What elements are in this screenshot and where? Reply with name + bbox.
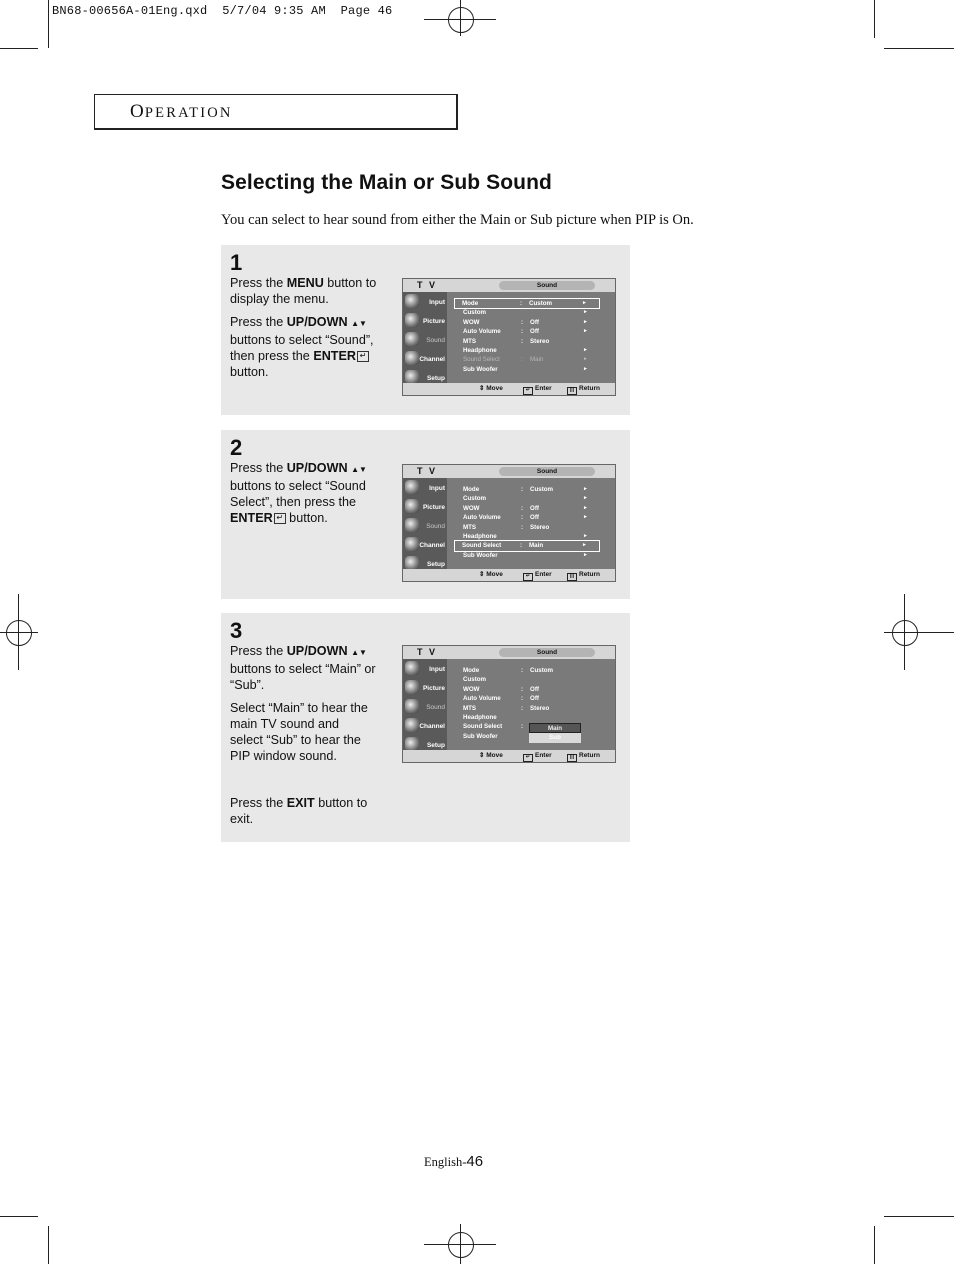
- menu-header: Sound: [536, 282, 558, 289]
- picture-icon: [405, 680, 419, 694]
- setup-icon: [405, 737, 419, 751]
- step-3-panel: [221, 613, 630, 842]
- setup-icon: [405, 370, 419, 384]
- step-number: 1: [230, 250, 243, 275]
- menu-row-headphone: Headphone ►: [463, 533, 588, 540]
- menu-row-mts: MTS : Stereo: [463, 704, 550, 712]
- intro-text: You can select to hear sound from either the Main or Sub picture when PIP is On.: [221, 212, 694, 228]
- menu-row-mode: Mode : Custom ►: [455, 299, 599, 308]
- step-number: 2: [230, 435, 243, 460]
- step-instructions: Press the UP/DOWN ▲▼ buttons to select “Sound Select”, then press the ENTER ↵ button.: [230, 461, 367, 525]
- step-2-panel: [221, 430, 630, 599]
- input-icon: [405, 661, 419, 675]
- tv-menu-screenshot: T V Sound Input Picture Sound Channel Setup Mode : Custom ► Custom ► WOW : Off ► Auto Volume : Off ► MTS : Stereo Headphone ► Sound Select : Main ► Sub Woofer ► ⇕ Move ↵ Enter ||| Return: [402, 278, 616, 396]
- enter-icon: ↵: [523, 754, 533, 762]
- picture-icon: [405, 499, 419, 513]
- move-icon: ⇕: [479, 385, 485, 392]
- move-icon: ⇕: [479, 752, 485, 759]
- menu-header: Sound: [536, 468, 558, 475]
- tv-menu-screenshot: T V Sound Input Picture Sound Channel Setup Mode : Custom ► Custom ► WOW : Off ► Auto Volume : Off ► MTS : Stereo Headphone ► Sound Select : Main ► Sub Woofer ► ⇕ Move ↵ Enter ||| Return: [402, 464, 616, 582]
- menu-row-auto-volume: Auto Volume : Off ►: [463, 328, 588, 336]
- menu-row-mts: MTS : Stereo: [463, 337, 550, 345]
- sound-icon: [405, 332, 419, 346]
- enter-icon: ↵: [357, 351, 369, 362]
- return-icon: |||: [567, 754, 577, 762]
- sound-icon: [405, 699, 419, 713]
- menu-row-sub-woofer: Sub Woofer ►: [463, 551, 588, 559]
- menu-footer: ⇕ Move ↵ Enter ||| Return: [403, 569, 615, 581]
- channel-icon: [405, 537, 419, 551]
- menu-row-wow: WOW : Off ►: [463, 318, 588, 326]
- menu-row-sound-select: Sound Select :: [463, 723, 524, 731]
- menu-row-headphone: Headphone ►: [463, 347, 588, 354]
- menu-row-custom: Custom ►: [463, 495, 588, 503]
- step-instructions: Press the MENU button to display the menu. Press the UP/DOWN ▲▼ buttons to select “Sound”, then press the ENTER ↵ button.: [230, 276, 377, 379]
- step-instructions: Press the UP/DOWN ▲▼ buttons to select “Main” or “Sub”. Select “Main” to hear the main TV sound and select “Sub” to hear the PIP window sound. Press the EXIT button to exit.: [230, 644, 376, 826]
- page-number: English-46: [424, 1153, 484, 1170]
- up-down-arrows-icon: ▲▼: [351, 319, 367, 328]
- menu-row-mode: Mode : Custom ►: [463, 486, 588, 493]
- menu-row-sound-select: Sound Select : Main ►: [463, 356, 588, 364]
- up-down-arrows-icon: ▲▼: [351, 465, 367, 474]
- enter-icon: ↵: [523, 573, 533, 581]
- return-icon: |||: [567, 573, 577, 581]
- menu-row-sound-select: Sound Select : Main ►: [455, 541, 599, 550]
- section-title: OPERATION: [130, 101, 233, 122]
- menu-header: Sound: [536, 649, 558, 656]
- dropdown-option-main: Main: [529, 723, 581, 733]
- menu-row-auto-volume: Auto Volume : Off ►: [463, 514, 588, 522]
- page-title: Selecting the Main or Sub Sound: [221, 171, 552, 194]
- menu-row-custom: Custom: [463, 676, 487, 684]
- menu-row-headphone: Headphone: [463, 714, 497, 721]
- enter-icon: ↵: [523, 387, 533, 395]
- menu-footer: ⇕ Move ↵ Enter ||| Return: [403, 383, 615, 395]
- enter-icon: ↵: [274, 513, 286, 524]
- channel-icon: [405, 718, 419, 732]
- setup-icon: [405, 556, 419, 570]
- menu-row-sub-woofer: Sub Woofer: [463, 732, 498, 740]
- menu-row-auto-volume: Auto Volume : Off: [463, 695, 539, 703]
- move-icon: ⇕: [479, 571, 485, 578]
- menu-sidebar: Input Picture Sound Channel Setup: [403, 292, 447, 385]
- step-1-panel: [221, 245, 630, 415]
- picture-icon: [405, 313, 419, 327]
- menu-sidebar: Input Picture Sound Channel Setup: [403, 659, 447, 752]
- channel-icon: [405, 351, 419, 365]
- input-icon: [405, 294, 419, 308]
- return-icon: |||: [567, 387, 577, 395]
- menu-footer: ⇕ Move ↵ Enter ||| Return: [403, 750, 615, 762]
- step-number: 3: [230, 618, 243, 643]
- menu-row-wow: WOW : Off: [463, 685, 539, 693]
- dropdown-option-sub: Sub: [529, 733, 581, 743]
- menu-row-mode: Mode : Custom: [463, 667, 554, 674]
- up-down-arrows-icon: ▲▼: [351, 648, 367, 657]
- input-icon: [405, 480, 419, 494]
- sound-icon: [405, 518, 419, 532]
- file-slug: BN68-00656A-01Eng.qxd 5/7/04 9:35 AM Page 46: [52, 4, 393, 18]
- menu-row-custom: Custom ►: [463, 309, 588, 317]
- menu-row-sub-woofer: Sub Woofer ►: [463, 365, 588, 373]
- menu-row-mts: MTS : Stereo: [463, 523, 550, 531]
- tv-menu-screenshot: T V Sound Input Picture Sound Channel Setup Mode : Custom Custom WOW : Off Auto Volume : Off MTS : Stereo Headphone Sound Select : Sub Woofer Main Sub ⇕ Move ↵ Enter ||| Return: [402, 645, 616, 763]
- menu-sidebar: Input Picture Sound Channel Setup: [403, 478, 447, 571]
- menu-row-wow: WOW : Off ►: [463, 504, 588, 512]
